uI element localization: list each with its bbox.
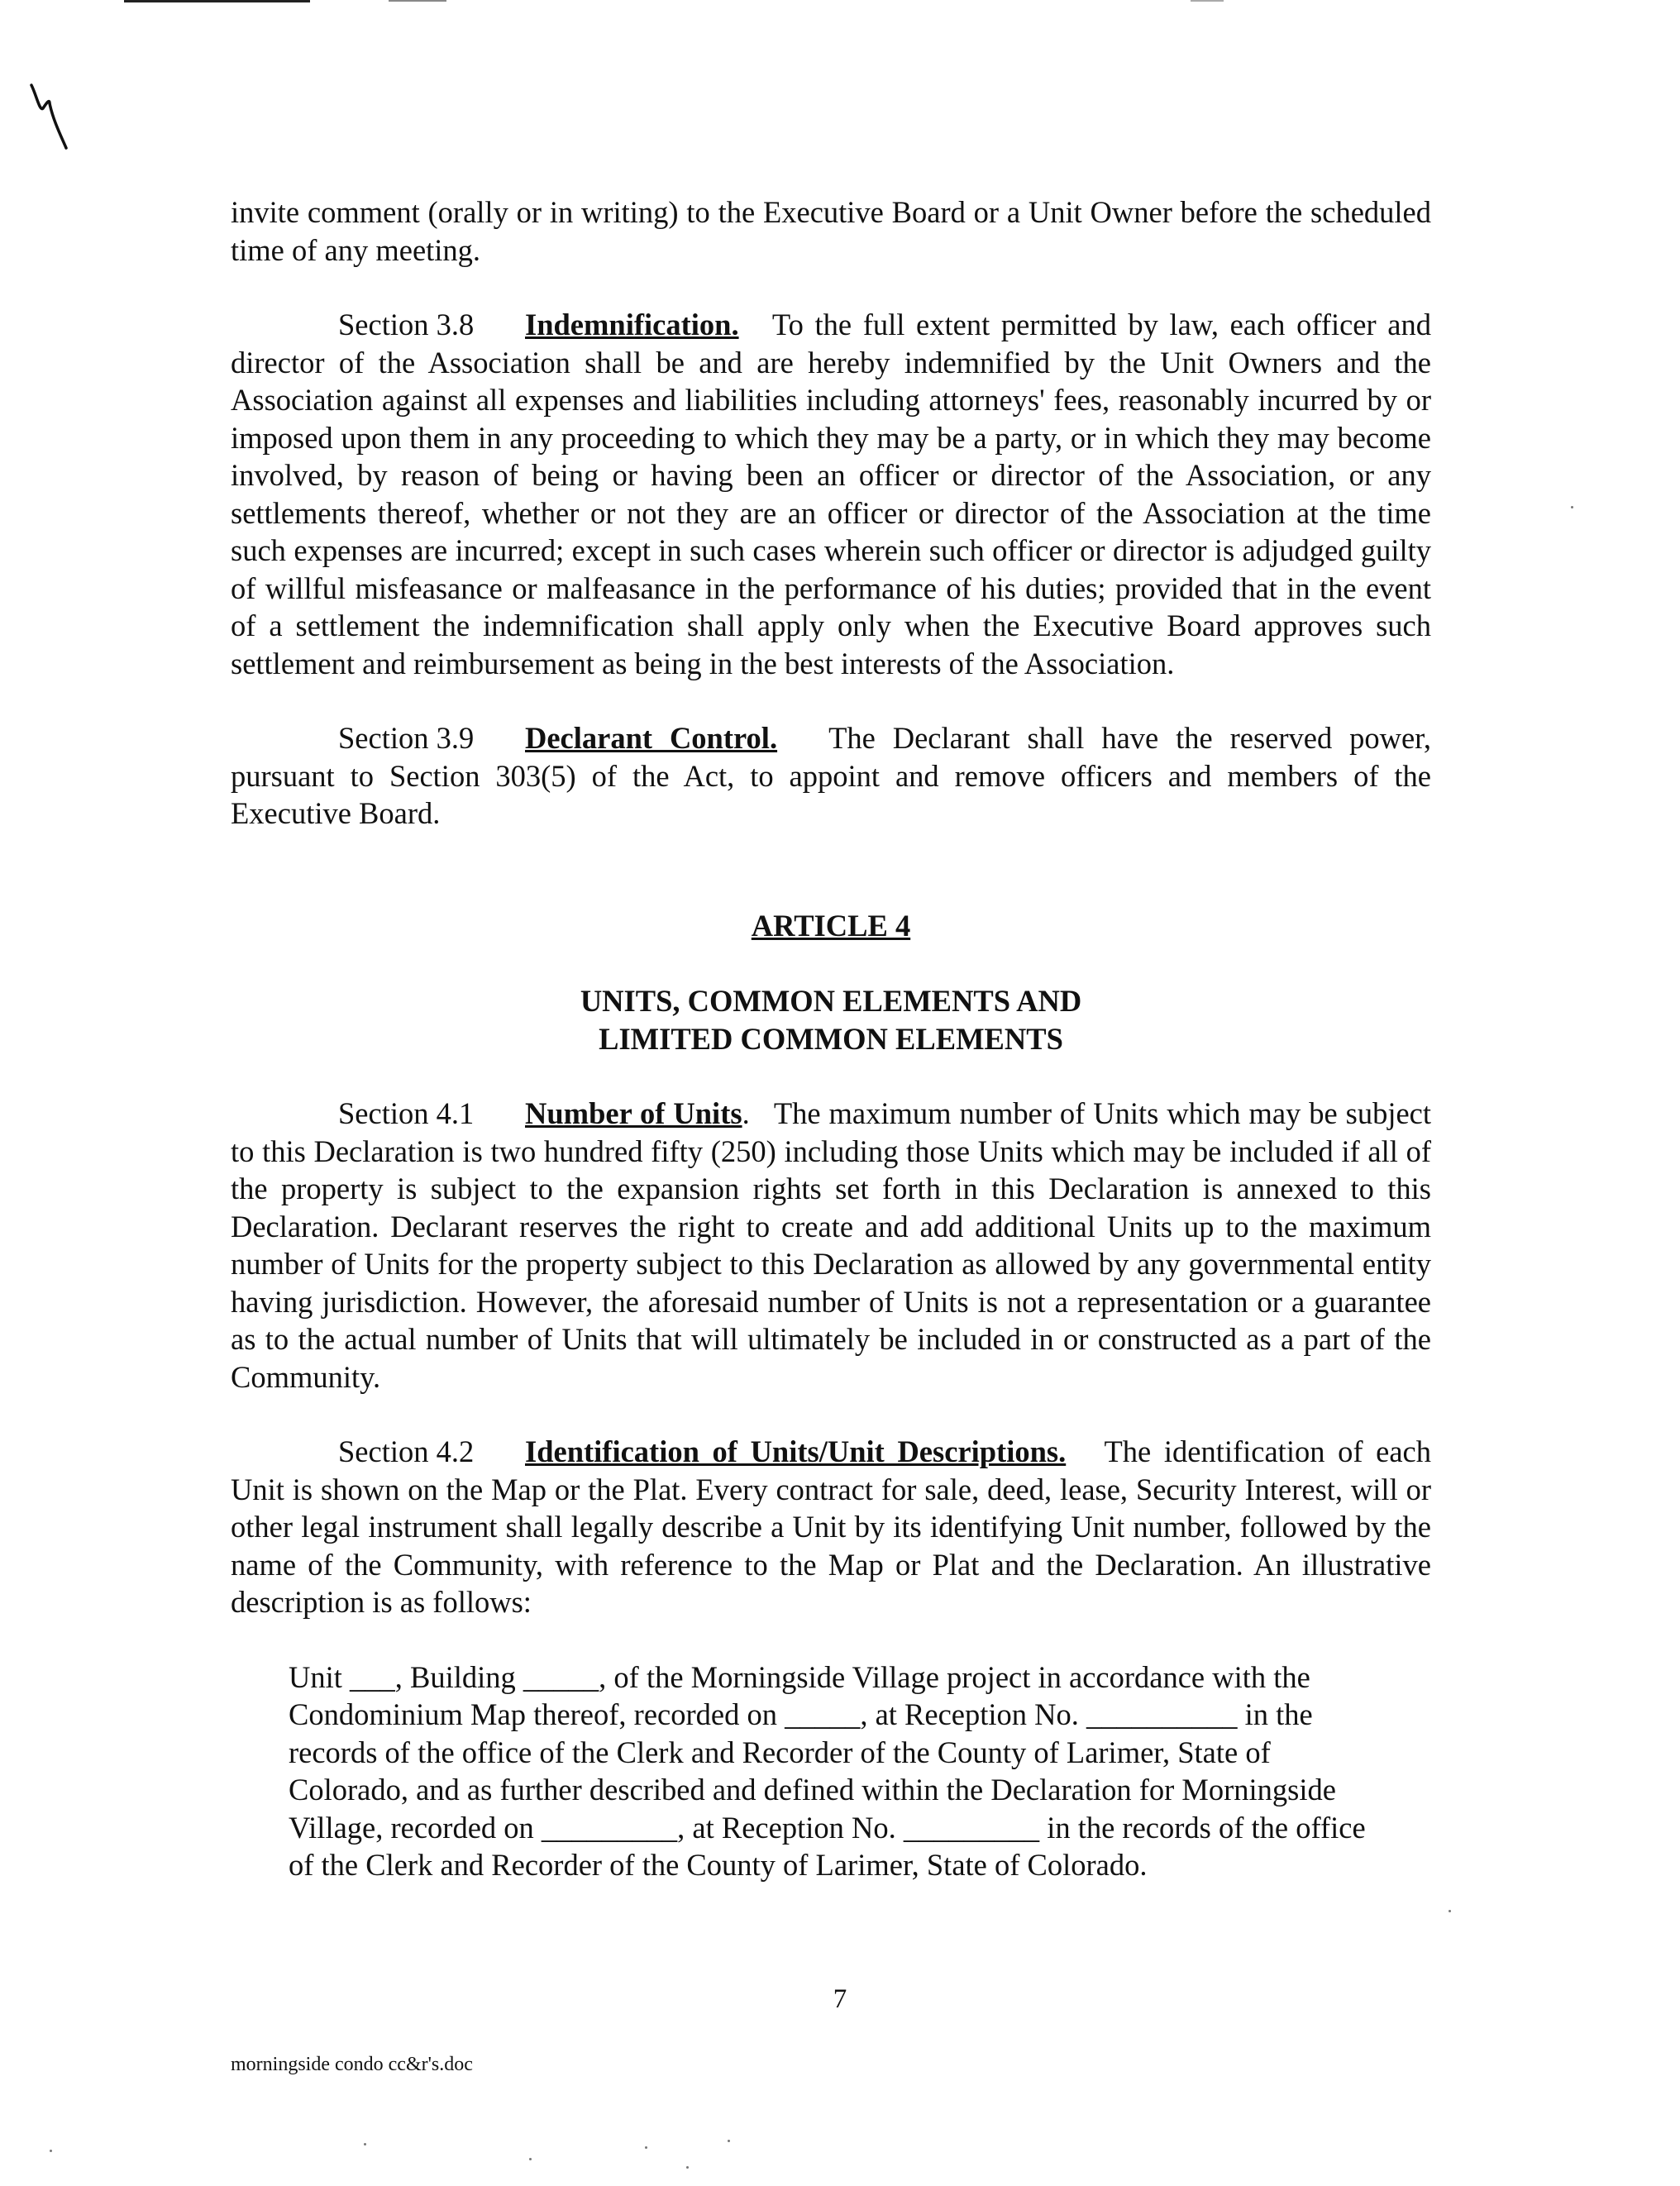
section-heading: Identification of Units/Unit Descriptions. (525, 1434, 1067, 1468)
section-text: To the full extent permitted by law, each officer and director of the Association shall be and are hereby indemnified by the Unit Owners and the Association against all expenses and liabilities including attorneys' fees, reasonably incurred by or imposed upon them in any proceeding to which they may be a party, or in which they may become involved, by reason of being or having been an officer or director of the Association, or any settlements thereof, whether or not they are an officer or director of the Association at the time such expenses are incurred; except in such cases wherein such officer or director is adjudged guilty of willful misfeasance or malfeasance in the performance of his duties; provided that in the event of a settlement the indemnification shall apply only when the Executive Board approves such settlement and reimbursement as being in the best interests of the Association. (231, 308, 1432, 680)
scan-speck (686, 2166, 689, 2169)
section-text: The identification of each Unit is shown on the Map or the Plat. Every contract for sale, deed, lease, Security Interest, will or other legal instrument shall legally describe a Unit by its identifying Unit number, followed by the name of the Community, with reference to the Map or Plat and the Declaration. An illustrative description is as follows: (231, 1434, 1431, 1619)
intro-paragraph: invite comment (orally or in writing) to the Executive Board or a Unit Owner before the scheduled time of any meeting. (231, 195, 1431, 267)
scan-speck (1571, 506, 1573, 508)
illustrative-description: Unit ___, Building _____, of the Morningside Village project in accordance with the Condominium Map thereof, recorded on _____, at Reception No. __________ in the records of the office of the Clerk and Recorder of the County of Larimer, State of Colorado, and as further described and defined within the Declaration for Morningside Village, recorded on _________, at Reception No. _________ in the records of the office of the Clerk and Recorder of the County of Larimer, State of Colorado. (289, 1659, 1366, 1882)
document-body (231, 193, 1431, 1884)
section-4-2-paragraph (231, 1433, 1431, 1621)
scan-speck (645, 2146, 647, 2149)
section-label: Section 4.2 (338, 1434, 475, 1468)
page-number: 7 (833, 1984, 847, 2014)
scan-speck (50, 2150, 52, 2152)
scan-top-line (389, 0, 446, 2)
section-text: The Declarant shall have the reserved power, pursuant to Section 303(5) of the Act, to appoint and remove officers and members of the Executive Board. (231, 721, 1431, 830)
section-heading: Declarant Control. (525, 721, 778, 755)
section-3-9-paragraph (231, 719, 1431, 833)
footer-filename: morningside condo cc&r's.doc (231, 2054, 473, 2075)
section-label: Section 3.8 (338, 308, 475, 341)
article-subtitle-line-2: LIMITED COMMON ELEMENTS (599, 1021, 1063, 1056)
scan-top-line (1191, 0, 1224, 2)
article-title: ARTICLE 4 (751, 908, 911, 943)
section-3-8-paragraph (231, 306, 1431, 682)
handwritten-mark-icon (25, 79, 74, 153)
section-heading: Number of Units (525, 1096, 742, 1130)
scan-top-line (124, 0, 310, 2)
article-heading (231, 907, 1431, 945)
section-heading-suffix: . (742, 1096, 750, 1130)
scan-speck (364, 2143, 366, 2145)
article-subtitle-line-1: UNITS, COMMON ELEMENTS AND (580, 984, 1082, 1018)
scan-speck (728, 2140, 730, 2142)
section-heading: Indemnification. (525, 308, 739, 341)
scan-speck (529, 2158, 532, 2160)
section-text: The maximum number of Units which may be subject to this Declaration is two hundred fifty (250) including those Units which may be included if all of the property is subject to the expansion rights set forth in this Declaration is annexed to this Declaration. Declarant reserves the right to create and add additional Units up to the maximum number of Units for the property subject to this Declaration as allowed by any governmental entity having jurisdiction. However, the aforesaid number of Units is not a representation or a guarantee as to the actual number of Units that will ultimately be included in or constructed as a part of the Community. (231, 1096, 1432, 1394)
article-subtitle (231, 982, 1431, 1057)
section-label: Section 3.9 (338, 721, 475, 755)
scan-speck (1449, 1910, 1451, 1912)
section-4-1-paragraph (231, 1095, 1431, 1396)
section-label: Section 4.1 (338, 1096, 475, 1130)
